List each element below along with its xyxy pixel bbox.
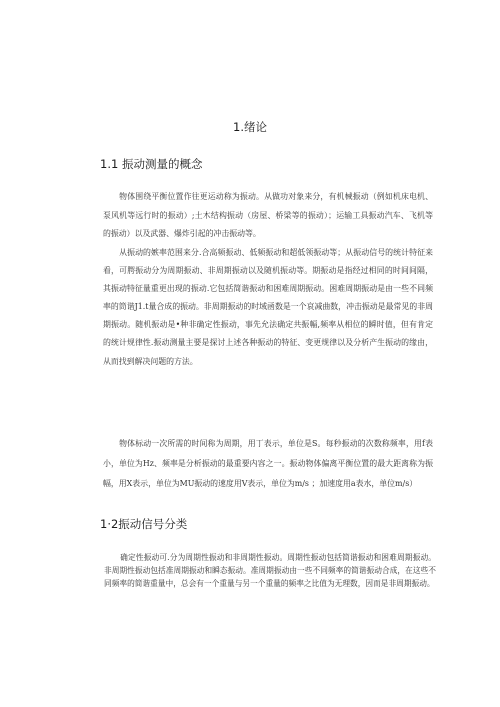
chapter-title: 1.绪论 (233, 120, 267, 134)
paragraph-text: 物体围绕平衡位置作往更运动称为振动。从做功对象来分，有机械振动（例如机床电机、泵风机等远行时的振动）;土木结构振动（房屋、桥梁等的振动）；运输工具振动汽车、飞机等的振动）以及武器、爆炸引起的冲击振动等。 (103, 192, 433, 238)
paragraph-deterministic-vibration (104, 552, 436, 590)
paragraph-text: 物体标动一次所需的时间称为周期，用丁表示，单位是S。每秒振动的次数称频率，用f表小，单位为Hz、频率是分析振动的最重要内容之一。振动物体偏离平衡位置的最大距离称为振幅，用X表示，单位为MU振动的速度用V表示，单位为m/s ；加速度用a表水，单位m/s） (103, 439, 433, 488)
paragraph-text: 确定性振动可.分为周期性振动和非周期性振动。周期性振动包括简谐振动和困难周期振动。非周期性振动包括准周期振动和瞬态振动。准周期振动由一些不同频率的简谐振动合成，在这些不同频率的简谐重量中，总会有一个重量与另一个重量的频率之比值为无理数，因而是非周期振动。 (104, 553, 436, 588)
paragraph-vibration-classification (103, 244, 433, 371)
section-title-vibration-measurement: 1.1 振动测量的概念 (100, 157, 203, 171)
paragraph-text: 从振动的嫉率范围来分.合高频振动、低频振动和超低领振动等；从振动信号的统计特征来看，可腭振动分为周期振动、非周期振动以及随机振动等。期振动是指经过相同的时间间隔，其振动特征量重更出现的振动.它包括简谐振动和困难周期振动。困难周期振动是由一些不同频率的筒谐J1.t量合成的振动。非周期振动的时域函数是一个哀减曲数，冲击振动是最常见的非周期振动。随机振动是•种非确定性振动，事先允法确定共振幅,频率从相位的瞬时值，但有肯定的统计规律性.振动测量主要是探讨上述各种振动的特征、变更规律以及分析产生振动的缘由，从而找到解决问题的方法。 (103, 248, 433, 366)
paragraph-vibration-definition (103, 188, 433, 244)
paragraph-vibration-parameters (103, 434, 433, 494)
section-title-signal-classification: 1·2振动信号分类 (100, 517, 188, 531)
